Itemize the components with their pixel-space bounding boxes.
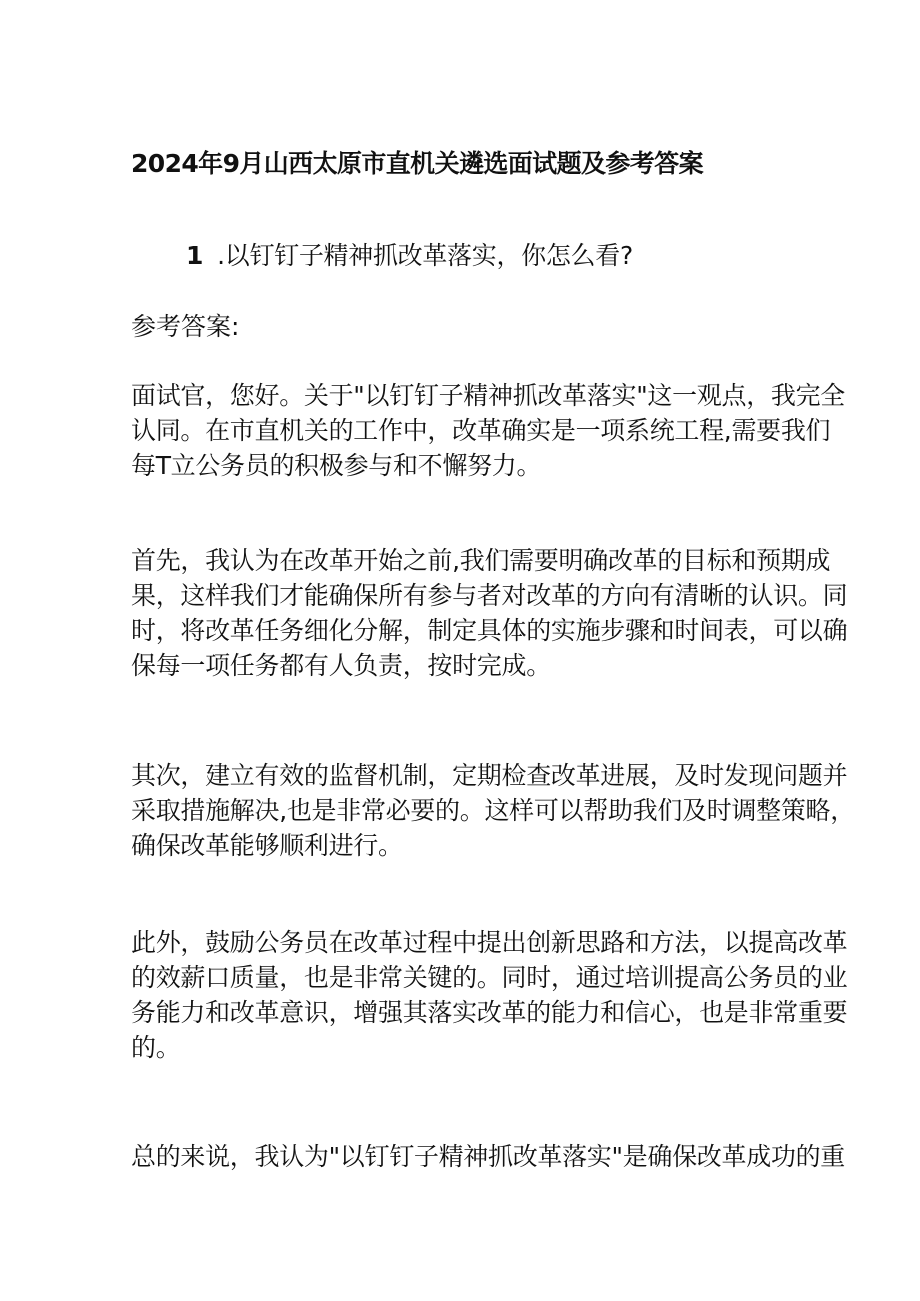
paragraph-line: 每T立公务员的积极参与和不懈努力。	[131, 451, 542, 480]
paragraph-line: 总的来说，我认为"以钉钉子精神抓改革落实"是确保改革成功的重	[131, 1142, 846, 1171]
paragraph-line: 认同。在市直机关的工作中，改革确实是一项系统工程,需要我们	[131, 416, 831, 445]
paragraph-first	[131, 543, 848, 683]
paragraph-line: 果，这样我们才能确保所有参与者对改革的方向有清晰的认识。同	[131, 581, 848, 610]
paragraph-line: 此外，鼓励公务员在改革过程中提出创新思路和方法，以提高改革	[131, 928, 848, 957]
paragraph-line: 时，将改革任务细化分解，制定具体的实施步骤和时间表，可以确	[131, 616, 848, 645]
answer-label: 参考答案:	[131, 312, 240, 341]
paragraph-intro	[131, 378, 846, 483]
paragraph-line: 面试官，您好。关于"以钉钉子精神抓改革落实"这一观点，我完全	[131, 381, 846, 410]
question-number: 1	[186, 241, 204, 270]
paragraph-line: 的。	[131, 1033, 181, 1062]
question-text: .以钉钉子精神抓改革落实，你怎么看?	[217, 241, 633, 270]
paragraph-conclusion	[131, 1139, 846, 1174]
paragraph-third	[131, 925, 848, 1065]
paragraph-line: 其次，建立有效的监督机制，定期检查改革进展，及时发现问题并	[131, 761, 848, 790]
paragraph-line: 确保改革能够顺利进行。	[131, 831, 403, 860]
paragraph-line: 保每一项任务都有人负责，按时完成。	[131, 651, 551, 680]
paragraph-line: 首先，我认为在改革开始之前,我们需要明确改革的目标和预期成	[131, 546, 831, 575]
paragraph-line: 采取措施解决,也是非常必要的。这样可以帮助我们及时调整策略，	[131, 796, 855, 825]
paragraph-line: 务能力和改革意识，增强其落实改革的能力和信心，也是非常重要	[131, 998, 848, 1027]
question-heading	[186, 240, 786, 272]
paragraph-second	[131, 758, 855, 863]
paragraph-line: 的效薪口质量，也是非常关键的。同时，通过培训提高公务员的业	[131, 963, 848, 992]
document-title: 2024年9月山西太原市直机关遴选面试题及参考答案	[131, 149, 703, 178]
